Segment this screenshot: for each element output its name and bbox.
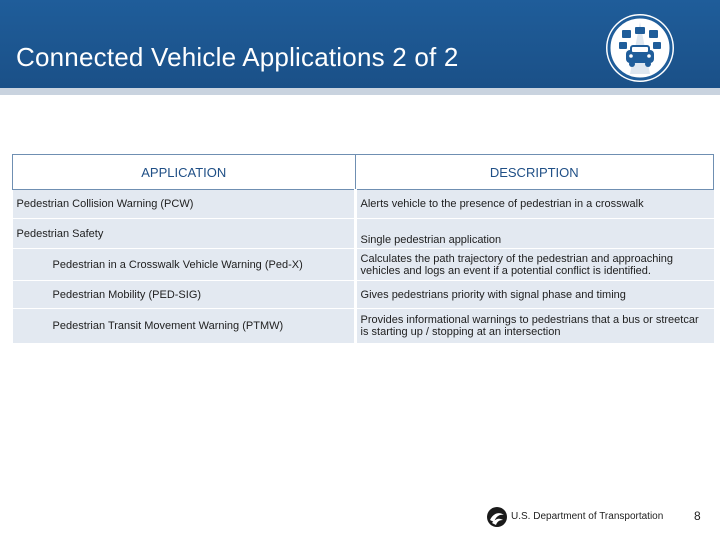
- application-cell: Pedestrian in a Crosswalk Vehicle Warning (Ped-X): [13, 249, 356, 281]
- description-cell: Single pedestrian application: [355, 219, 713, 249]
- header-divider: [0, 88, 720, 95]
- usdot-logo-icon: [486, 506, 508, 528]
- slide-title: Connected Vehicle Applications 2 of 2: [16, 42, 459, 72]
- table-row: [13, 281, 714, 309]
- application-cell: Pedestrian Collision Warning (PCW): [13, 190, 356, 219]
- application-cell: Pedestrian Transit Movement Warning (PTMW): [13, 309, 356, 343]
- applications-table: [12, 154, 714, 343]
- table-row: [13, 309, 714, 343]
- slide-header: [0, 0, 720, 95]
- table-header-row: [13, 155, 714, 190]
- page-number: 8: [694, 509, 701, 523]
- table-row: [13, 190, 714, 219]
- description-cell: Provides informational warnings to pedestrians that a bus or streetcar is starting up / stopping at an intersection: [355, 309, 713, 343]
- application-cell: Pedestrian Safety: [13, 219, 356, 249]
- agency-name: U.S. Department of Transportation: [511, 511, 664, 522]
- description-cell: Alerts vehicle to the presence of pedestrian in a crosswalk: [355, 190, 713, 219]
- table-row: [13, 249, 714, 281]
- connected-vehicle-traffic-icon: [606, 14, 674, 82]
- description-column-header: DESCRIPTION: [355, 155, 713, 190]
- table-row: [13, 219, 714, 249]
- description-cell: Gives pedestrians priority with signal phase and timing: [355, 281, 713, 309]
- description-cell: Calculates the path trajectory of the pedestrian and approaching vehicles and logs an event if a potential conflict is identified.: [355, 249, 713, 281]
- application-cell: Pedestrian Mobility (PED-SIG): [13, 281, 356, 309]
- application-column-header: APPLICATION: [13, 155, 356, 190]
